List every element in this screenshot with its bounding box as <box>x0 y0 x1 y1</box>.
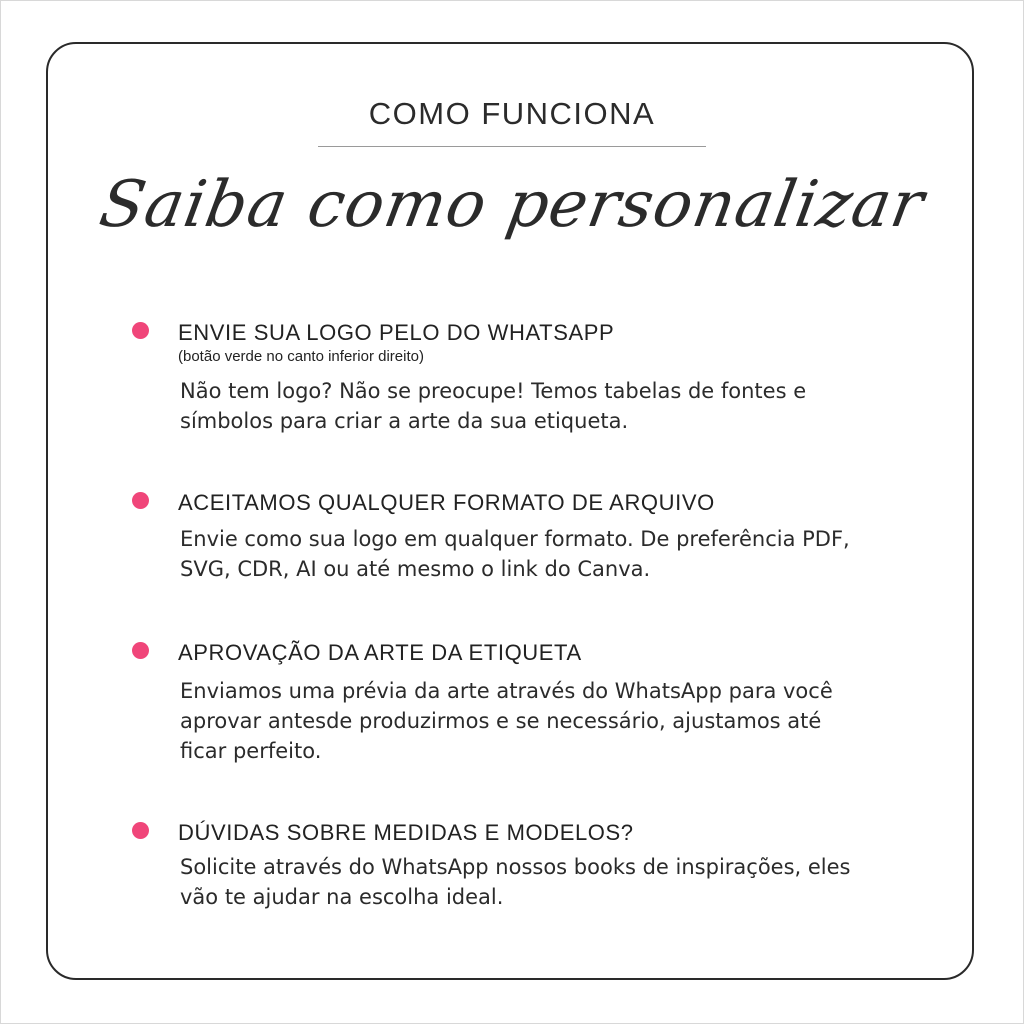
bullet-dot-icon <box>132 642 149 659</box>
bullet-dot-icon <box>132 822 149 839</box>
step-title: APROVAÇÃO DA ARTE DA ETIQUETA <box>178 640 582 665</box>
step-body-line: vão te ajudar na escolha ideal. <box>180 885 504 909</box>
step-body-line: Solicite através do WhatsApp nossos books de inspirações, eles <box>180 855 851 879</box>
step-body <box>180 676 920 766</box>
step-body-line: ficar perfeito. <box>180 739 322 763</box>
step-title: ACEITAMOS QUALQUER FORMATO DE ARQUIVO <box>178 490 715 515</box>
step-note: (botão verde no canto inferior direito) <box>178 348 424 365</box>
step-body-line: símbolos para criar a arte da sua etiqueta. <box>180 409 629 433</box>
step-body <box>180 376 920 436</box>
step-title: DÚVIDAS SOBRE MEDIDAS E MODELOS? <box>178 820 634 845</box>
section-eyebrow: COMO FUNCIONA <box>368 96 656 131</box>
bullet-dot-icon <box>132 492 149 509</box>
step-body <box>180 852 920 912</box>
step-title: ENVIE SUA LOGO PELO DO WHATSAPP <box>178 320 615 345</box>
script-title: Saiba como personalizar <box>94 168 930 242</box>
step-body-line: Envie como sua logo em qualquer formato. De preferência PDF, <box>180 527 850 551</box>
step-body-line: aprovar antesde produzirmos e se necessário, ajustamos até <box>180 709 822 733</box>
bullet-dot-icon <box>132 322 149 339</box>
step-body-line: Não tem logo? Não se preocupe! Temos tabelas de fontes e <box>180 379 807 403</box>
step-body-line: Enviamos uma prévia da arte através do WhatsApp para você <box>180 679 833 703</box>
step-body <box>180 524 920 584</box>
step-body-line: SVG, CDR, AI ou até mesmo o link do Canva. <box>180 557 651 581</box>
heading-divider <box>318 146 706 147</box>
